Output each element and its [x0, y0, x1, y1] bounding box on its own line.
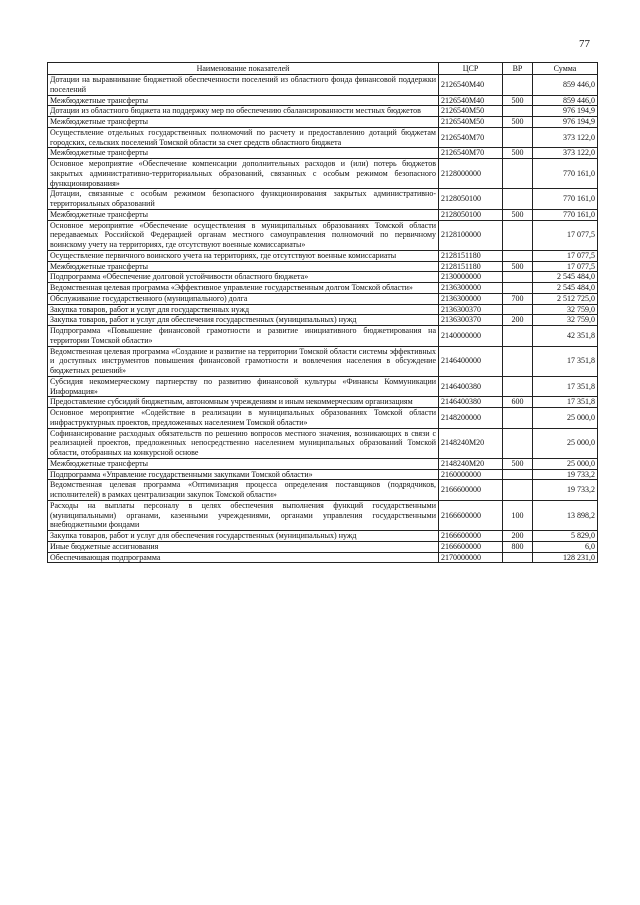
cell-csr: 2126540М70	[439, 127, 503, 148]
cell-vr	[503, 250, 533, 261]
cell-csr: 2166600000	[439, 531, 503, 542]
cell-vr	[503, 428, 533, 458]
cell-vr	[503, 189, 533, 210]
cell-name: Подпрограмма «Обеспечение долговой устойчивости областного бюджета»	[48, 272, 439, 283]
cell-name: Ведомственная целевая программа «Создание и развитие на территории Томской области системы эффективных и доступных инструментов повышения финансовой грамотности и вовлечения населения в обсуждение бюджетных решений»	[48, 346, 439, 376]
cell-vr: 100	[503, 500, 533, 530]
table-row	[48, 261, 598, 272]
cell-vr: 800	[503, 541, 533, 552]
cell-sum: 25 000,0	[533, 428, 598, 458]
cell-name: Основное мероприятие «Обеспечение компенсации дополнительных расходов и (или) потерь бюджетов закрытых административно-территориальных образований, связанных с особым режимом безопасного функционирования»	[48, 159, 439, 189]
cell-vr: 500	[503, 148, 533, 159]
cell-csr: 2148240М20	[439, 428, 503, 458]
cell-name: Дотации, связанные с особым режимом безопасного функционирования закрытых административно-территориальных образований	[48, 189, 439, 210]
cell-csr: 2126540М50	[439, 106, 503, 117]
cell-name: Межбюджетные трансферты	[48, 261, 439, 272]
cell-vr	[503, 304, 533, 315]
cell-csr: 2126540М40	[439, 75, 503, 96]
cell-name: Межбюджетные трансферты	[48, 458, 439, 469]
cell-vr: 500	[503, 458, 533, 469]
cell-sum: 17 351,8	[533, 346, 598, 376]
header-vr: ВР	[503, 63, 533, 75]
cell-name: Закупка товаров, работ и услуг для обеспечения государственных (муниципальных) нужд	[48, 531, 439, 542]
cell-sum: 6,0	[533, 541, 598, 552]
cell-vr	[503, 272, 533, 283]
header-csr: ЦСР	[439, 63, 503, 75]
cell-csr: 2166600000	[439, 480, 503, 501]
cell-name: Осуществление отдельных государственных полномочий по расчету и предоставлению дотаций бюджетам городских, сельских поселений Томской области за счет средств областного бюджета	[48, 127, 439, 148]
cell-name: Закупка товаров, работ и услуг для обеспечения государственных (муниципальных) нужд	[48, 315, 439, 326]
cell-name: Субсидия некоммерческому партнерству по развитию финансовой культуры «Финансы Коммуникации Информация»	[48, 376, 439, 397]
table-row	[48, 127, 598, 148]
cell-csr: 2126540М40	[439, 95, 503, 106]
table-row	[48, 408, 598, 429]
cell-vr	[503, 376, 533, 397]
cell-vr: 500	[503, 117, 533, 128]
table-row	[48, 95, 598, 106]
cell-name: Обеспечивающая подпрограмма	[48, 552, 439, 563]
table-header-row	[48, 63, 598, 75]
page-number: 77	[579, 38, 590, 50]
table-row	[48, 250, 598, 261]
cell-csr: 2126540М70	[439, 148, 503, 159]
cell-sum: 770 161,0	[533, 159, 598, 189]
cell-name: Осуществление первичного воинского учета на территориях, где отсутствуют военные комиссариаты	[48, 250, 439, 261]
cell-vr	[503, 127, 533, 148]
table-row	[48, 148, 598, 159]
cell-sum: 25 000,0	[533, 408, 598, 429]
cell-sum: 19 733,2	[533, 480, 598, 501]
cell-sum: 17 077,5	[533, 261, 598, 272]
table-row	[48, 304, 598, 315]
cell-csr: 2166600000	[439, 500, 503, 530]
cell-vr: 500	[503, 261, 533, 272]
cell-name: Межбюджетные трансферты	[48, 209, 439, 220]
cell-name: Подпрограмма «Повышение финансовой грамотности и развитие инициативного бюджетирования на территории Томской области»	[48, 326, 439, 347]
cell-sum: 17 351,8	[533, 397, 598, 408]
cell-name: Обслуживание государственного (муниципального) долга	[48, 293, 439, 304]
cell-csr: 2128100000	[439, 220, 503, 250]
table-row	[48, 293, 598, 304]
table-row	[48, 283, 598, 294]
cell-csr: 2148240М20	[439, 458, 503, 469]
cell-sum: 32 759,0	[533, 315, 598, 326]
cell-name: Софинансирование расходных обязательств по решению вопросов местного значения, возникающих в связи с реализацией проектов, предложенных непосредственно населением муниципальных образований Томской области, отобранных на конкурсной основе	[48, 428, 439, 458]
table-row	[48, 458, 598, 469]
cell-name: Ведомственная целевая программа «Эффективное управление государственным долгом Томской области»	[48, 283, 439, 294]
cell-csr: 2146400380	[439, 397, 503, 408]
cell-csr: 2136300000	[439, 283, 503, 294]
table-row	[48, 75, 598, 96]
cell-sum: 373 122,0	[533, 148, 598, 159]
cell-csr: 2128151180	[439, 250, 503, 261]
table-body	[48, 75, 598, 563]
cell-csr: 2128151180	[439, 261, 503, 272]
table-row	[48, 541, 598, 552]
cell-csr: 2130000000	[439, 272, 503, 283]
table-row	[48, 376, 598, 397]
cell-sum: 13 898,2	[533, 500, 598, 530]
cell-name: Закупка товаров, работ и услуг для государственных нужд	[48, 304, 439, 315]
table-row	[48, 159, 598, 189]
cell-name: Дотации из областного бюджета на поддержку мер по обеспечению сбалансированности местных бюджетов	[48, 106, 439, 117]
cell-sum: 2 545 484,0	[533, 283, 598, 294]
cell-vr: 200	[503, 531, 533, 542]
cell-vr: 500	[503, 95, 533, 106]
cell-vr	[503, 283, 533, 294]
cell-sum: 976 194,9	[533, 117, 598, 128]
table-row	[48, 469, 598, 480]
cell-name: Основное мероприятие «Содействие в реализации в муниципальных образованиях Томской области инфраструктурных проектов, предложенных населением Томской области»	[48, 408, 439, 429]
cell-vr: 600	[503, 397, 533, 408]
cell-csr: 2128050100	[439, 189, 503, 210]
cell-csr: 2136300370	[439, 304, 503, 315]
cell-name: Дотации на выравнивание бюджетной обеспеченности поселений из областного фонда финансовой поддержки поселений	[48, 75, 439, 96]
cell-sum: 19 733,2	[533, 469, 598, 480]
cell-name: Основное мероприятие «Обеспечение осуществления в муниципальных образованиях Томской области передаваемых Российской Федерацией органам местного самоуправления полномочий по первичному воинскому учету на территориях, где отсутствуют военные комиссариаты»	[48, 220, 439, 250]
cell-csr: 2160000000	[439, 469, 503, 480]
cell-sum: 2 512 725,0	[533, 293, 598, 304]
cell-vr	[503, 480, 533, 501]
cell-vr	[503, 408, 533, 429]
table-row	[48, 326, 598, 347]
cell-csr: 2170000000	[439, 552, 503, 563]
table-row	[48, 346, 598, 376]
cell-vr	[503, 220, 533, 250]
table-row	[48, 209, 598, 220]
cell-sum: 5 829,0	[533, 531, 598, 542]
table-row	[48, 397, 598, 408]
cell-sum: 976 194,9	[533, 106, 598, 117]
cell-vr: 700	[503, 293, 533, 304]
cell-csr: 2140000000	[439, 326, 503, 347]
cell-name: Межбюджетные трансферты	[48, 95, 439, 106]
cell-sum: 25 000,0	[533, 458, 598, 469]
table-row	[48, 315, 598, 326]
table-row	[48, 106, 598, 117]
table-row	[48, 500, 598, 530]
cell-csr: 2136300370	[439, 315, 503, 326]
cell-sum: 17 077,5	[533, 220, 598, 250]
cell-sum: 770 161,0	[533, 209, 598, 220]
cell-sum: 17 351,8	[533, 376, 598, 397]
cell-sum: 859 446,0	[533, 95, 598, 106]
cell-sum: 32 759,0	[533, 304, 598, 315]
cell-vr	[503, 552, 533, 563]
cell-csr: 2146400000	[439, 346, 503, 376]
cell-vr	[503, 326, 533, 347]
cell-csr: 2128050100	[439, 209, 503, 220]
table-row	[48, 117, 598, 128]
cell-csr: 2136300000	[439, 293, 503, 304]
cell-sum: 373 122,0	[533, 127, 598, 148]
cell-vr	[503, 159, 533, 189]
cell-name: Подпрограмма «Управление государственными закупками Томской области»	[48, 469, 439, 480]
cell-vr: 200	[503, 315, 533, 326]
cell-sum: 17 077,5	[533, 250, 598, 261]
cell-csr: 2148200000	[439, 408, 503, 429]
cell-vr: 500	[503, 209, 533, 220]
cell-sum: 2 545 484,0	[533, 272, 598, 283]
cell-vr	[503, 75, 533, 96]
cell-vr	[503, 469, 533, 480]
table-row	[48, 220, 598, 250]
table-row	[48, 531, 598, 542]
cell-name: Ведомственная целевая программа «Оптимизация процесса определения поставщиков (подрядчиков, исполнителей) в рамках централизации закупок Томской области»	[48, 480, 439, 501]
cell-csr: 2146400380	[439, 376, 503, 397]
header-name: Наименование показателей	[48, 63, 439, 75]
cell-sum: 42 351,8	[533, 326, 598, 347]
table-row	[48, 189, 598, 210]
cell-vr	[503, 106, 533, 117]
cell-name: Межбюджетные трансферты	[48, 117, 439, 128]
cell-sum: 770 161,0	[533, 189, 598, 210]
cell-csr: 2128000000	[439, 159, 503, 189]
cell-name: Иные бюджетные ассигнования	[48, 541, 439, 552]
cell-vr	[503, 346, 533, 376]
table-row	[48, 552, 598, 563]
cell-name: Предоставление субсидий бюджетным, автономным учреждениям и иным некоммерческим организациям	[48, 397, 439, 408]
table-row	[48, 480, 598, 501]
table-row	[48, 272, 598, 283]
table-row	[48, 428, 598, 458]
cell-name: Межбюджетные трансферты	[48, 148, 439, 159]
cell-name: Расходы на выплаты персоналу в целях обеспечения выполнения функций государственными (муниципальными) органами, казенными учреждениями, органами управления государственными внебюджетными фондами	[48, 500, 439, 530]
cell-csr: 2166600000	[439, 541, 503, 552]
cell-sum: 128 231,0	[533, 552, 598, 563]
header-sum: Сумма	[533, 63, 598, 75]
cell-csr: 2126540М50	[439, 117, 503, 128]
budget-table	[47, 62, 598, 563]
cell-sum: 859 446,0	[533, 75, 598, 96]
